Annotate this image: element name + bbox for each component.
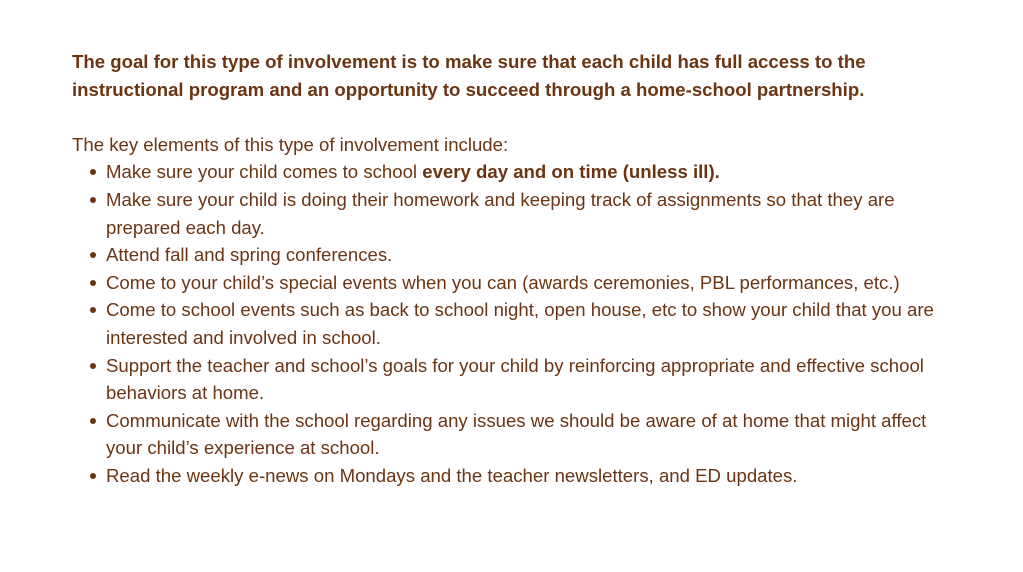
key-elements-list (72, 158, 952, 489)
list-item-text: Communicate with the school regarding any issues we should be aware of at home that might affect your child’s experience at school. (106, 409, 927, 459)
list-item (72, 241, 952, 269)
list-item-text: Support the teacher and school’s goals for your child by reinforcing appropriate and effective school behaviors at home. (106, 354, 924, 404)
document-body (72, 48, 952, 490)
list-item (72, 462, 952, 490)
list-item-text: Make sure your child is doing their homework and keeping track of assignments so that they are prepared each day. (106, 188, 895, 238)
list-item (72, 296, 952, 351)
list-item-text: Come to school events such as back to school night, open house, etc to show your child that you are interested and involved in school. (106, 299, 934, 348)
list-item-text: Attend fall and spring conferences. (106, 244, 393, 266)
list-item (72, 352, 952, 407)
list-item-text: Make sure your child comes to school (106, 161, 423, 183)
list-item-text: Read the weekly e-news on Mondays and the teacher newsletters, and ED updates. (106, 464, 798, 486)
list-item-emphasis: every day and on time (unless ill). (422, 161, 720, 183)
list-item (72, 269, 952, 297)
list-item (72, 407, 952, 462)
goal-paragraph: The goal for this type of involvement is to make sure that each child has full access to the instructional program and an opportunity to succeed through a home-school partnership. (72, 51, 866, 100)
intro-paragraph: The key elements of this type of involvement include: (72, 133, 509, 155)
list-item (72, 186, 952, 241)
list-item (72, 158, 952, 186)
list-item-text: Come to your child’s special events when you can (awards ceremonies, PBL performances, etc.) (106, 271, 900, 293)
